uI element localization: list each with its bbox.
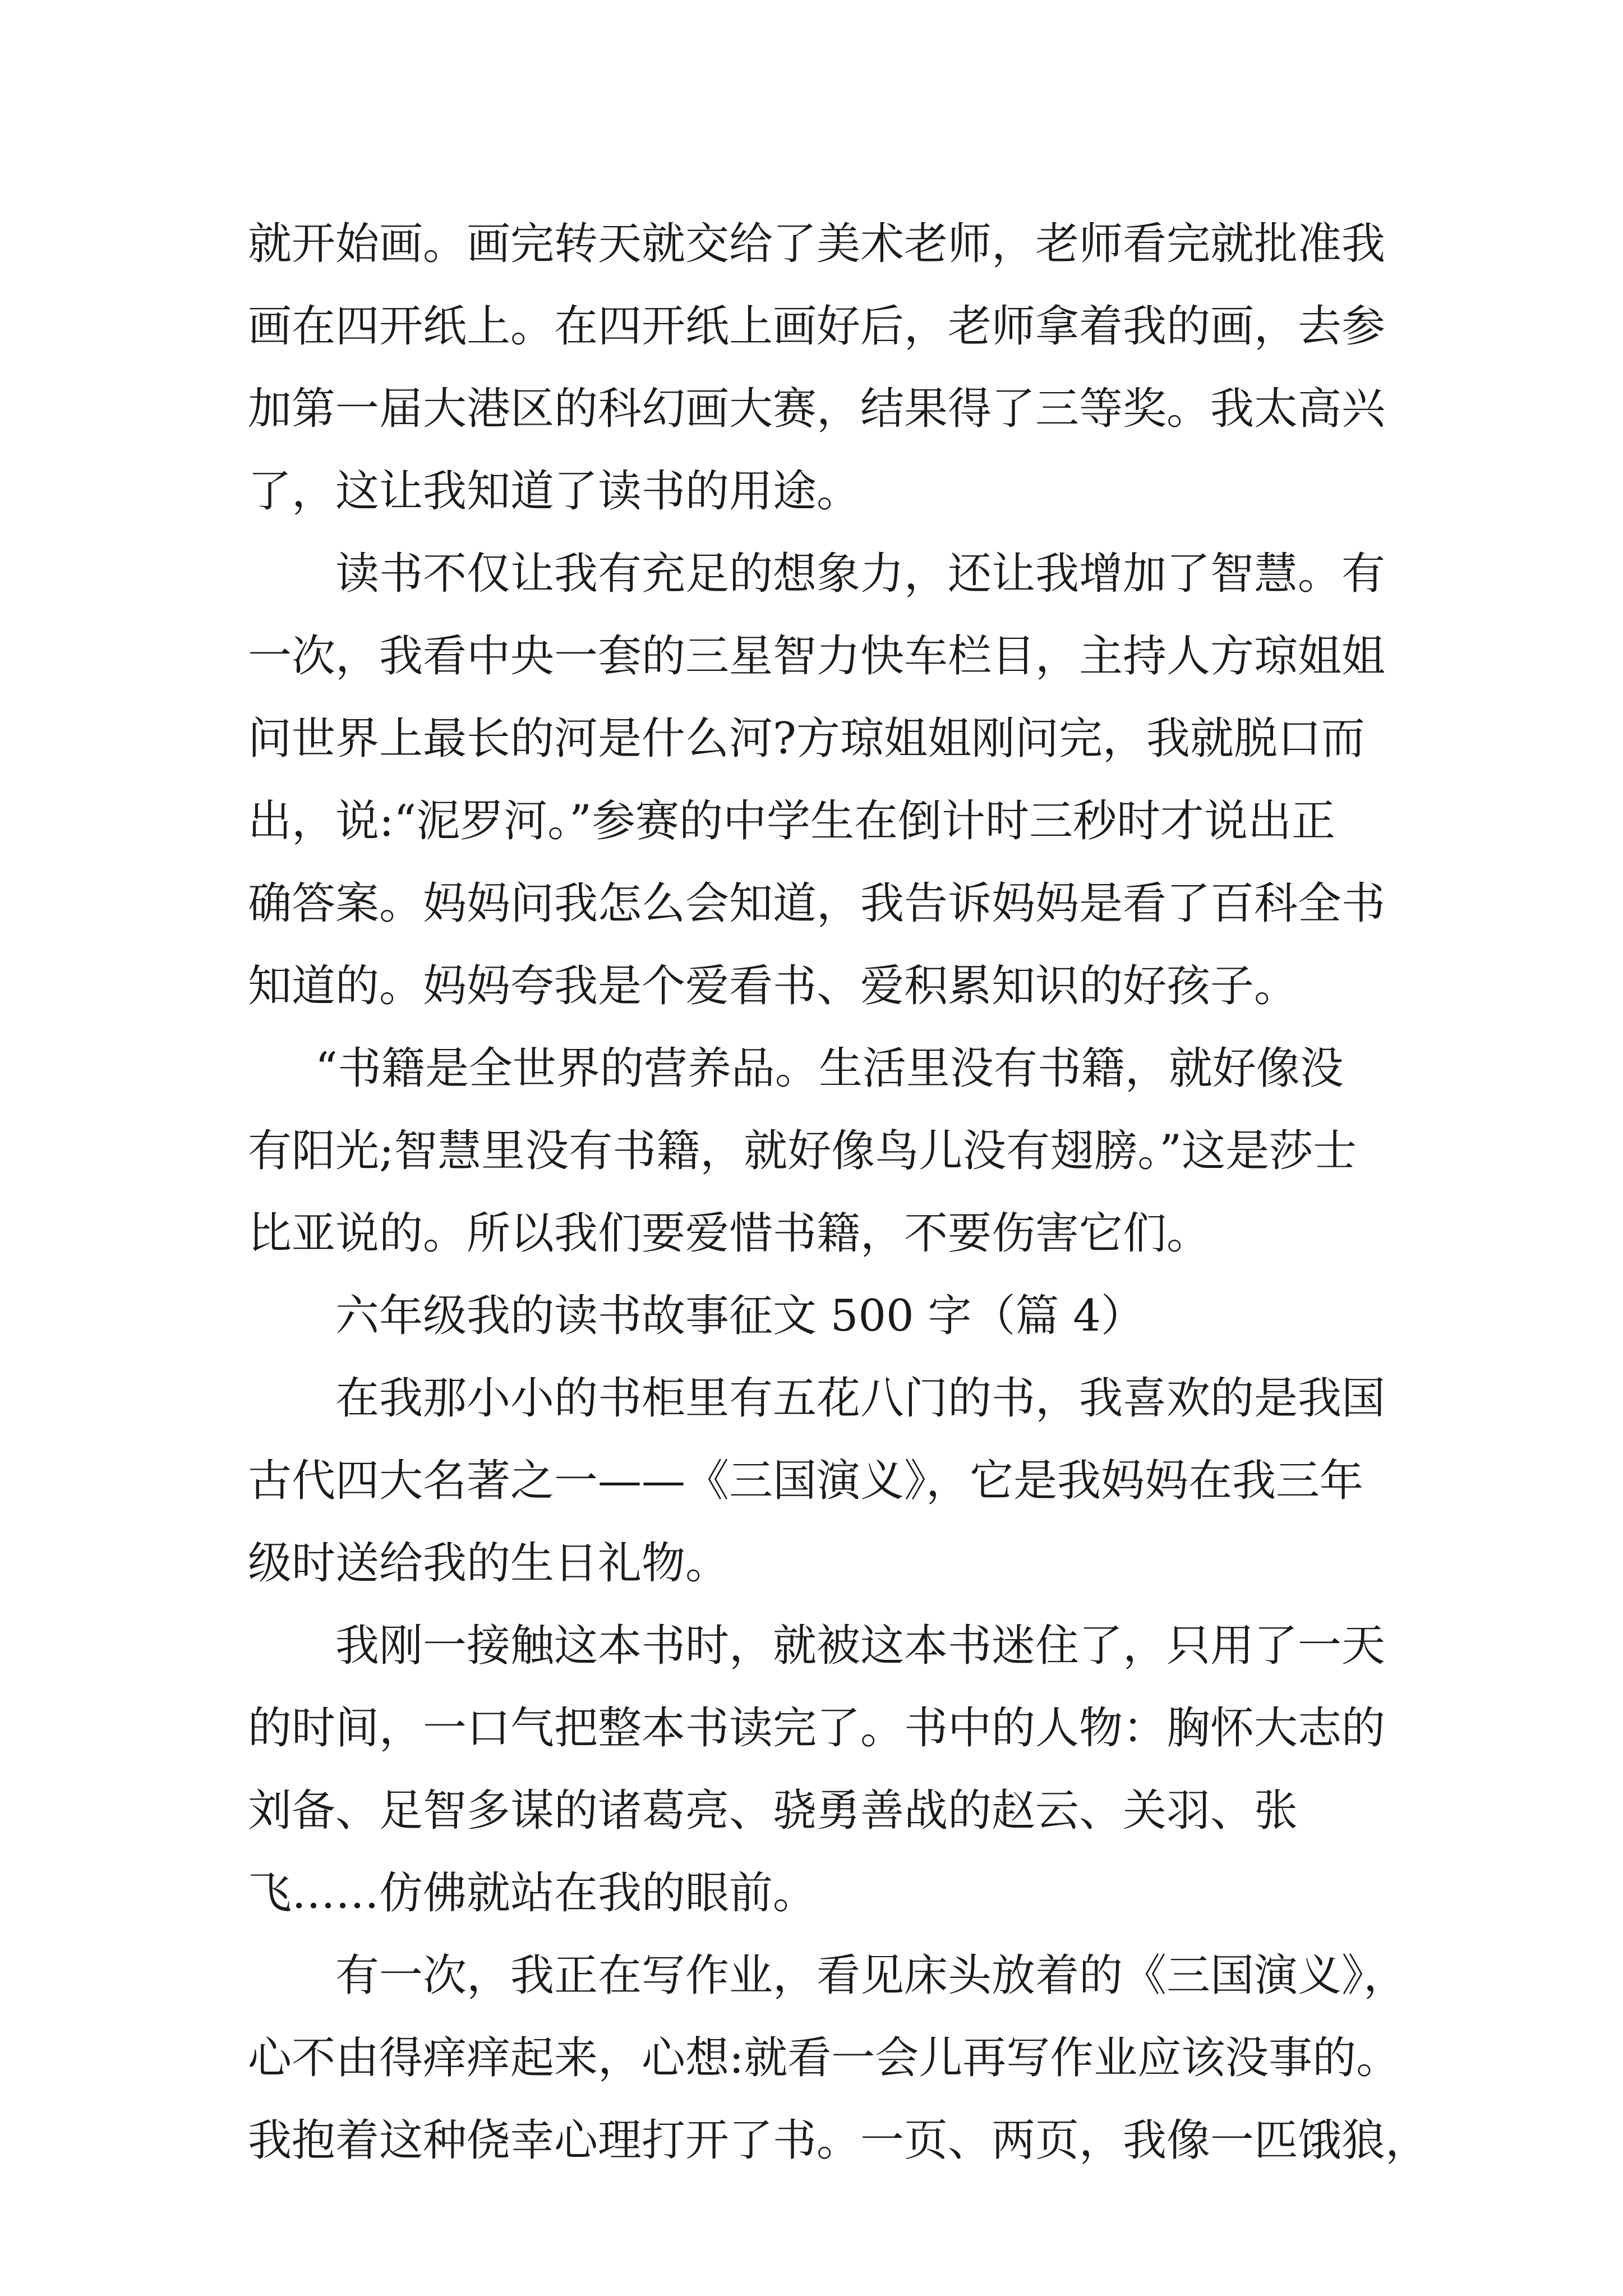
paragraph-first-line: 在我那小小的书柜里有五花八门的书，我喜欢的是我国 bbox=[335, 1373, 1386, 1424]
text-line: 的时间，一口气把整本书读完了。书中的人物：胸怀大志的 bbox=[248, 1703, 1386, 1754]
text-line: 知道的。妈妈夸我是个爱看书、爱积累知识的好孩子。 bbox=[248, 961, 1298, 1011]
text-line: 有阳光;智慧里没有书籍，就好像鸟儿没有翅膀。”这是莎士 bbox=[248, 1126, 1357, 1176]
text-line: 我抱着这种侥幸心理打开了书。一页、两页，我像一匹饿狼， bbox=[248, 2115, 1430, 2166]
text-line: 古代四大名著之一——《三国演义》，它是我妈妈在我三年 bbox=[248, 1456, 1364, 1506]
paragraph-first-line: 有一次，我正在写作业，看见床头放着的《三国演义》， bbox=[335, 1950, 1408, 2001]
text-line: 一次，我看中央一套的三星智力快车栏目，主持人方琼姐姐 bbox=[248, 631, 1386, 682]
paragraph-first-line: 读书不仅让我有充足的想象力，还让我增加了智慧。有 bbox=[335, 549, 1386, 599]
text-line: 出，说:“泥罗河。”参赛的中学生在倒计时三秒时才说出正 bbox=[248, 796, 1336, 846]
text-line: 比亚说的。所以我们要爱惜书籍，不要伤害它们。 bbox=[248, 1208, 1211, 1259]
quote-first-line: “书籍是全世界的营养品。生活里没有书籍，就好像没 bbox=[315, 1043, 1344, 1094]
text-line: 了，这让我知道了读书的用途。 bbox=[248, 466, 861, 517]
text-line: 飞……仿佛就站在我的眼前。 bbox=[248, 1868, 817, 1918]
text-line: 问世界上最长的河是什么河?方琼姐姐刚问完，我就脱口而 bbox=[248, 714, 1365, 764]
paragraph-first-line: 我刚一接触这本书时，就被这本书迷住了，只用了一天 bbox=[335, 1621, 1386, 1671]
text-line: 心不由得痒痒起来，心想:就看一会儿再写作业应该没事的。 bbox=[248, 2033, 1400, 2083]
text-line: 就开始画。画完转天就交给了美术老师，老师看完就批准我 bbox=[248, 219, 1386, 269]
text-line: 画在四开纸上。在四开纸上画好后，老师拿着我的画，去参 bbox=[248, 301, 1386, 352]
section-heading: 六年级我的读书故事征文 500 字（篇 4） bbox=[335, 1291, 1145, 1341]
text-line: 刘备、足智多谋的诸葛亮、骁勇善战的赵云、关羽、张 bbox=[248, 1786, 1298, 1836]
text-line: 级时送给我的生日礼物。 bbox=[248, 1538, 730, 1589]
text-line: 加第一届大港区的科幻画大赛，结果得了三等奖。我太高兴 bbox=[248, 384, 1386, 434]
text-line: 确答案。妈妈问我怎么会知道，我告诉妈妈是看了百科全书 bbox=[248, 878, 1386, 929]
document-body bbox=[248, 203, 1430, 2182]
